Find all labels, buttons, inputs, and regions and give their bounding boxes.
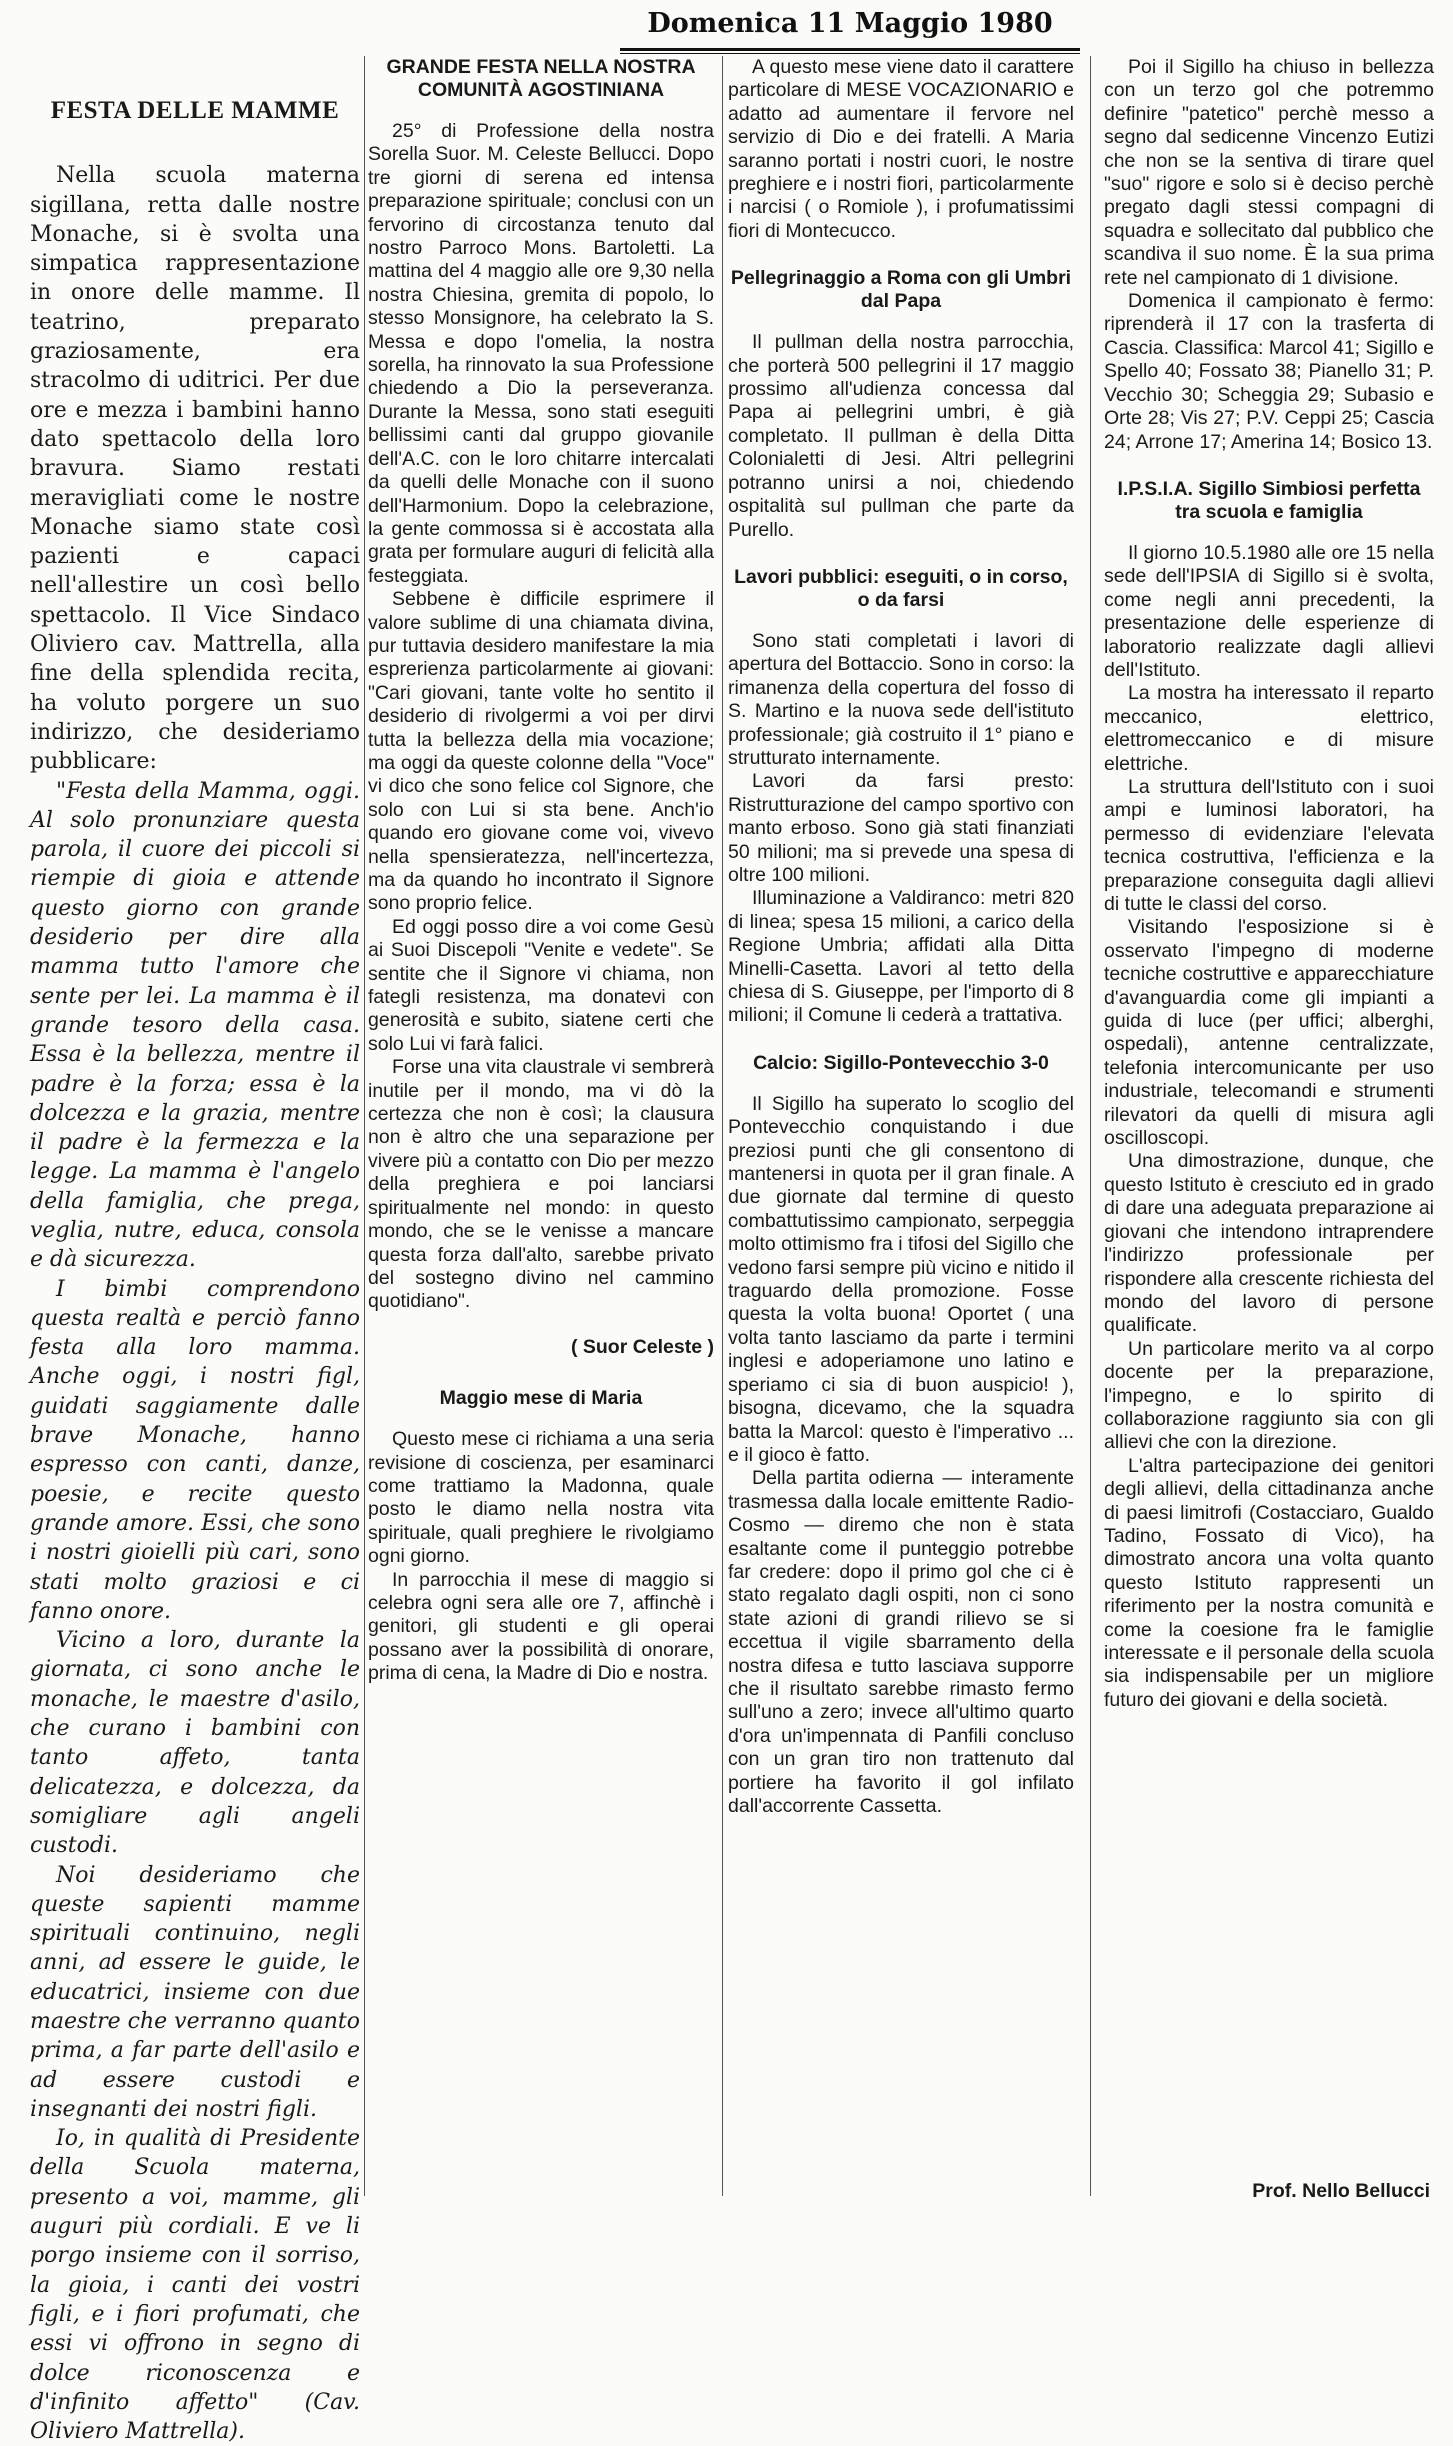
article-grande-festa — [368, 56, 714, 1686]
article-paragraph: Nella scuola materna sigillana, retta dalle nostre Monache, si è svolta una simpatica rappresentazione in onore delle mamme. Il teatrino, preparato graziosamente, era stracolmo di uditrici. Per due ore e mezza i bambini hanno dato spettacolo della loro bravura. Siamo restati meravigliati come le nostre Monache siamo state così pazienti e capaci nell'allestire un così bello spettacolo. Il Vice Sindaco Oliviero cav. Mattrella, alla fine della splendida recita, ha voluto porgere un suo indirizzo, che desideriamo pubblicare: — [30, 163, 360, 775]
article-paragraph: Il pullman della nostra parrocchia, che porterà 500 pellegrini il 17 maggio prossimo all'udienza concessa dal Papa ai pellegrini umbri, è già completato. Il pullman è della Ditta Colonialetti di Jesi. Altri pellegrini potranno unirsi a noi, chiedendo ospitalità sul pullman che parte da Purello. — [728, 331, 1074, 541]
page-dateline: Domenica 11 Maggio 1980 — [647, 8, 1053, 39]
article-festa-mamme — [30, 56, 360, 2446]
article-paragraph: Sebbene è difficile esprimere il valore sublime di una chiamata divina, pur tuttavia desidero manifestare la mia esprerienza particolarmente ai giovani: "Cari giovani, tante volte ho sentito il desiderio di rivolgermi a voi per dirvi tutta la bellezza della mia vocazione; ma oggi da queste colonne della "Voce" vi dico che sono felice col Signore, che solo con Lui si sta bene. Anch'io quando ero giovane come voi, vivevo nella spensieratezza, nell'incertezza, ma da quando ho incontrato il Signore sono proprio felice. — [368, 588, 714, 915]
article-paragraph: Poi il Sigillo ha chiuso in bellezza con un terzo gol che potremmo definire "patetico" perchè messo a segno dal sedicenne Vincenzo Eutizi che non se la sentiva di tirare quel "suo" rigore e solo si è deciso perchè pregato dagli stessi compagni di squadra e sollecitato dal pubblico che scandiva il suo nome. È la sua prima rete nel campionato di 1 divisione. — [1104, 56, 1434, 289]
article-title: I.P.S.I.A. Sigillo Simbiosi perfetta tra scuola e famiglia — [1117, 477, 1421, 523]
column-three — [728, 56, 1074, 1818]
article-paragraph: Un particolare merito va al corpo docente per la preparazione, l'impegno, e lo spirito di collaborazione raggiunto sia con gli allievi che con la direzione. — [1104, 1337, 1434, 1454]
article-paragraph: Visitando l'esposizione si è osservato l'impegno di moderne tecniche costruttive e apparecchiature d'avanguardia come gli impianti a guida di luce (per uffici; alberghi, ospedali), antenne centralizzate, telefonia intercomunicante per uso industriale, telecomandi e strumenti rilevatori da quelli di misura agli oscilloscopi. — [1104, 916, 1434, 1150]
article-paragraph: La mostra ha interessato il reparto meccanico, elettrico, elettromeccanico e di misure elettriche. — [1104, 682, 1434, 775]
header-rule — [620, 48, 1080, 51]
article-paragraph: 25° di Professione della nostra Sorella Suor. M. Celeste Bellucci. Dopo tre giorni di serena ed intensa preparazione spirituale; conclusi con un fervorino di circostanza tenuto dal nostro Parroco Mons. Bartoletti. La mattina del 4 maggio alle ore 9,30 nella nostra Chiesina, gremita di popolo, lo stesso Monsignore, ha celebrato la S. Messa e dopo l'omelia, la nostra sorella, ha rinnovato la sua Professione chiedendo a Dio la perseveranza. Durante la Messa, sono stati eseguiti bellissimi canti dal gruppo giovanile dell'A.C. con le loro chitarre intercalati da quelli delle Monache con il suono dell'Harmonium. Dopo la celebrazione, la gente commossa si è accostata alla grata per formulare auguri di felicità alla festeggiata. — [368, 120, 714, 587]
article-paragraph: Il giorno 10.5.1980 alle ore 15 nella sede dell'IPSIA di Sigillo si è svolta, come negli anni precedenti, la presentazione delle esperienze di laboratorio realizzate dagli allievi dell'Istituto. — [1104, 541, 1434, 681]
article-paragraph: A questo mese viene dato il carattere particolare di MESE VOCAZIONARIO e adatto ad aumentare il fervore nel servizio di Dio e dei fratelli. A Maria saranno portati i nostri cuori, le nostre preghiere e i nostri fiori, particolarmente i narcisi ( o Romiole ), i profumatissimi fiori di Montecucco. — [728, 56, 1074, 242]
article-paragraph: In parrocchia il mese di maggio si celebra ogni sera alle ore 7, affinchè i genitori, gli studenti e gli operai possano aver la possibilità di onorare, prima di cena, la Madre di Dio e nostra. — [368, 1568, 714, 1685]
article-paragraph: Io, in qualità di Presidente della Scuola materna, presento a voi, mamme, gli auguri più cordiali. E ve li porgo insieme con il sorriso, la gioia, i canti dei vostri figli, e i fiori profumati, che essi vi offrono in segno di dolce riconoscenza e d'infinito affetto" (Cav. Oliviero Mattrella). — [30, 2126, 360, 2445]
article-title: Lavori pubblici: eseguiti, o in corso, o da farsi — [734, 565, 1068, 611]
article-paragraph: Questo mese ci richiama a una seria revisione di coscienza, per esaminarci come trattiamo la Madonna, quale posto le diamo nella nostra vita spirituale, quali preghiere le rivolgiamo ogni giorno. — [368, 1428, 714, 1568]
article-title: FESTA DELLE MAMME — [50, 97, 340, 124]
column-divider — [364, 56, 365, 2196]
article-paragraph: Lavori da farsi presto: Ristrutturazione del campo sportivo con manto erboso. Sono già stati finanziati 50 milioni; ma si prevede una spesa di oltre 100 milioni. — [728, 770, 1074, 886]
column-divider — [1090, 56, 1091, 2196]
article-paragraph: Vicino a loro, durante la giornata, ci sono anche le monache, le maestre d'asilo, che curano i bambini con tanto affeto, tanta delicatezza, e dolcezza, da somigliare agli angeli custodi. — [30, 1628, 360, 1859]
article-paragraph: Domenica il campionato è fermo: riprenderà il 17 con la trasferta di Cascia. Classifica: Marcol 41; Sigillo e Spello 40; Fossato 38; Pianello 31; P. Vecchio 30; Scheggia 29; Subasio e Orte 28; Vis 27; P.V. Ceppi 25; Cascia 24; Arrone 17; Amerina 14; Bosico 13. — [1104, 290, 1434, 453]
column-divider — [722, 56, 723, 2196]
article-title: Calcio: Sigillo-Pontevecchio 3-0 — [753, 1051, 1049, 1074]
article-signoff: Prof. Nello Bellucci — [1252, 2180, 1430, 2202]
article-paragraph: Noi desideriamo che queste sapienti mamme spirituali continuino, negli anni, ad essere le guide, le educatrici, insieme con due maestre che verranno quanto prima, a far parte dell'asilo e ad essere custodi e insegnanti dei nostri figli. — [30, 1862, 360, 2122]
article-title: Pellegrinaggio a Roma con gli Umbri dal Papa — [730, 267, 1072, 313]
article-paragraph: Forse una vita claustrale vi sembrerà inutile per il mondo, ma vi dò la certezza che non è così; la clausura non è altro che una separazione per vivere più a contatto con Dio per mezzo della preghiera e poi lanciarsi spiritualmente nel mondo: in questo mondo, che se le venisse a mancare questa forza dall'alto, sarebbe privato del sostegno divino nel cammino quotidiano". — [368, 1056, 714, 1313]
header-rule-thin — [620, 53, 1080, 54]
article-paragraph: L'altra partecipazione dei genitori degli allievi, della cittadinanza anche di paesi limitrofi (Costacciaro, Gualdo Tadino, Fossato di Vico), ha dimostrato ancora una volta quanto questo Istituto rappresenti un riferimento per la nostra comunità e come la coesione fra le famiglie interessate e il personale della scuola sia indispensabile per un migliore futuro dei giovani e della società. — [1104, 1454, 1434, 1711]
article-paragraph: Della partita odierna — interamente trasmessa dalla locale emittente Radio-Cosmo — diremo che non è stata esaltante come il punteggio potrebbe far credere: dopo il primo gol che ci è stato regalato dagli ospiti, non ci sono state azioni di grandi rilievo se si eccettua il vigile sbarramento della nostra difesa e tutto lasciava supporre che il risultato sarebbe rimasto fermo sull'uno a zero; invece all'ultimo quarto d'ora un'impennata di Panfili concluso con un gran tiro non trattenuto dal portiere ha favorito il gol infilato dall'accorrente Cassetta. — [728, 1467, 1074, 1817]
article-title: Maggio mese di Maria — [439, 1387, 643, 1410]
article-paragraph: Il Sigillo ha superato lo scoglio del Pontevecchio conquistando i due preziosi punti che gli consentono di mantenersi in quota per il gran finale. A due giornate dal termine di questo combattutissimo campionato, serpeggia molto ottimismo fra i tifosi del Sigillo che vedono farsi sempre più vicino e nitido il traguardo della promozione. Fosse questa la volta buona! Oportet ( una volta tanto lasciamo da parte i termini inglesi e adoperiamone uno latino e speriamo ci sia di buon auspicio! ), bisogna, dicevamo, che la squadra batta la Marcol: questo è l'imperativo ... e il gioco è fatto. — [728, 1092, 1074, 1466]
article-paragraph: I bimbi comprendono questa realtà e perciò fanno festa alla loro mamma. Anche oggi, i nostri figl, guidati saggiamente dalle brave Monache, hanno espresso con canti, danze, poesie, e recite questo grande amore. Essi, che sono i nostri gioielli più cari, sono stati molto graziosi e ci fanno onore. — [30, 1276, 360, 1624]
article-paragraph: Sono stati completati i lavori di apertura del Bottaccio. Sono in corso: la rimanenza della copertura del fosso di S. Martino e la nuova sede dell'istituto professionale; già costruito il 1° piano e strutturato internamente. — [728, 629, 1074, 769]
article-paragraph: Una dimostrazione, dunque, che questo Istituto è cresciuto ed in grado di dare una adeguata preparazione ai giovani che intendono intraprendere l'indirizzo professionale per rispondere alla crescente richiesta del mondo del lavoro di persone qualificate. — [1104, 1150, 1434, 1337]
article-paragraph: La struttura dell'Istituto con i suoi ampi e luminosi laboratori, ha permesso di evidenziare l'elevata tecnica costruttiva, l'efficienza e la preparazione conseguita dagli allievi di tutte le classi del corso. — [1104, 775, 1434, 915]
article-title: GRANDE FESTA NELLA NOSTRA COMUNITÀ AGOSTINIANA — [386, 56, 696, 101]
article-signoff: ( Suor Celeste ) — [570, 1335, 714, 1358]
article-paragraph: "Festa della Mamma, oggi. Al solo pronunziare questa parola, il cuore dei piccoli si riempie di gioia e attende questo giorno con grande desiderio per dire alla mamma tutto l'amore che sente per lei. La mamma è il grande tesoro della casa. Essa è la bellezza, mentre il padre è la forza; essa è la dolcezza e la grazia, mentre il padre è la fermezza e la legge. La mamma è l'angelo della famiglia, che prega, veglia, nutre, educa, consola e dà sicurezza. — [30, 778, 360, 1273]
article-paragraph: Illuminazione a Valdiranco: metri 820 di linea; spesa 15 milioni, a carico della Regione Umbria; affidati alla Ditta Minelli-Casetta. Lavori al tetto della chiesa di S. Giuseppe, per l'importo di 8 milioni; il Comune li cederà a trattativa. — [728, 887, 1074, 1027]
article-paragraph: Ed oggi posso dire a voi come Gesù ai Suoi Discepoli "Venite e vedete". Se sentite che il Signore vi chiama, non fategli resistenza, ma donatevi con generosità e subito, siatene certi che solo Lui vi farà falici. — [368, 915, 714, 1055]
column-four — [1104, 56, 1434, 1712]
